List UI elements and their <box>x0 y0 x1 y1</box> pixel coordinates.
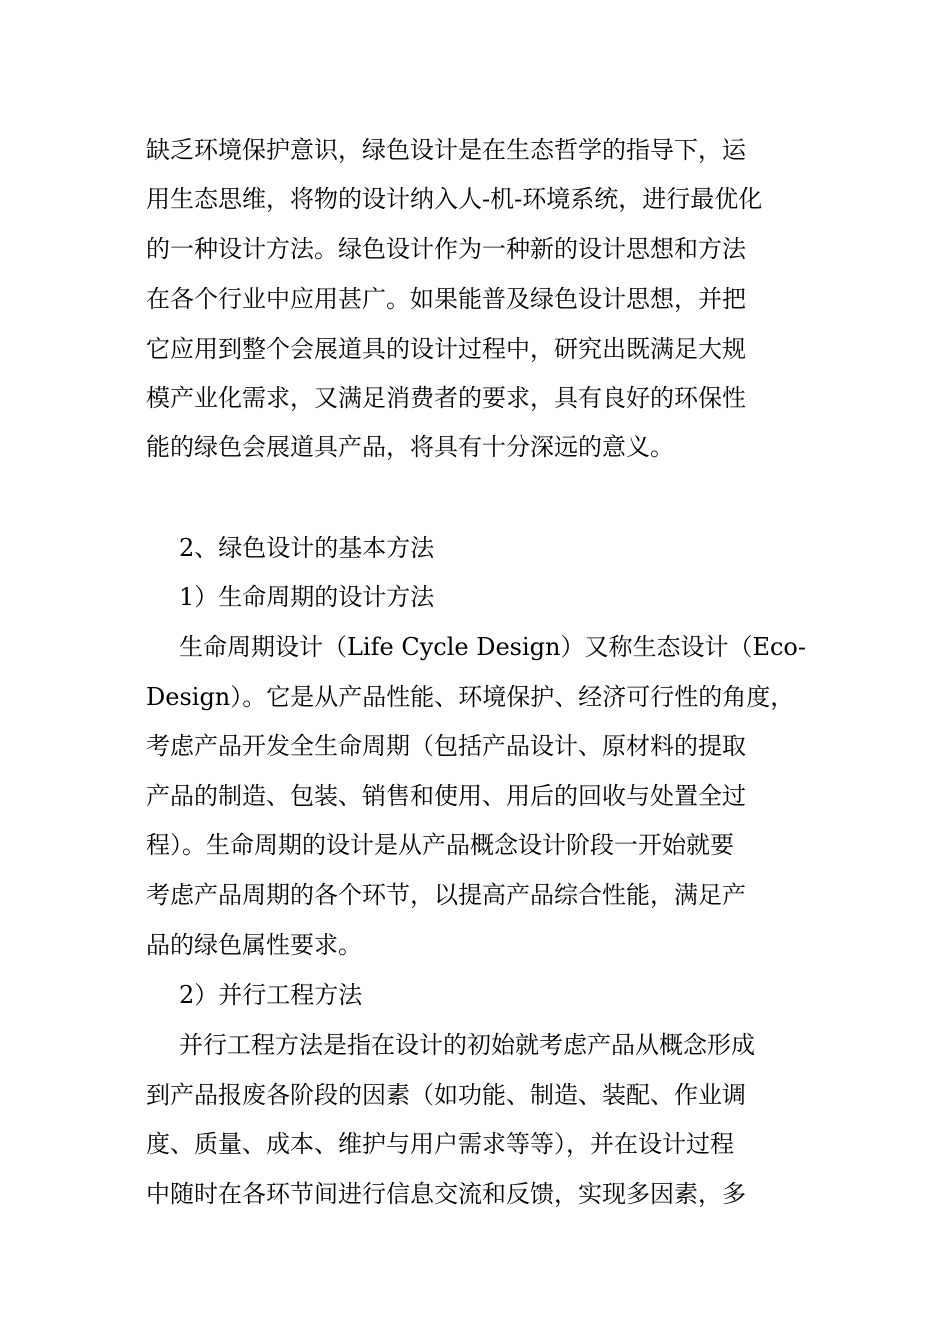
paragraph-line: 在各个行业中应用甚广。如果能普及绿色设计思想，并把 <box>146 285 746 313</box>
paragraph-line: 的一种设计方法。绿色设计作为一种新的设计思想和方法 <box>146 235 746 263</box>
paragraph-line: 到产品报废各阶段的因素（如功能、制造、装配、作业调 <box>146 1081 746 1109</box>
subsection-heading: 2）并行工程方法 <box>179 981 363 1009</box>
paragraph-line: 模产业化需求，又满足消费者的要求，具有良好的环保性 <box>146 384 746 412</box>
paragraph-line: Design）。它是从产品性能、环境保护、经济可行性的角度， <box>146 683 795 711</box>
paragraph-line: 用生态思维，将物的设计纳入人-机-环境系统，进行最优化 <box>146 185 763 213</box>
paragraph-line: 生命周期设计（Life Cycle Design）又称生态设计（Eco- <box>179 633 806 661</box>
paragraph-line: 度、质量、成本、维护与用户需求等等），并在设计过程 <box>146 1130 734 1158</box>
paragraph-line: 并行工程方法是指在设计的初始就考虑产品从概念形成 <box>179 1031 755 1059</box>
paragraph-line: 考虑产品周期的各个环节，以提高产品综合性能，满足产 <box>146 881 746 909</box>
paragraph-line: 它应用到整个会展道具的设计过程中，研究出既满足大规 <box>146 335 746 363</box>
paragraph-line: 能的绿色会展道具产品，将具有十分深远的意义。 <box>146 433 674 461</box>
paragraph-line: 中随时在各环节间进行信息交流和反馈，实现多因素，多 <box>146 1180 746 1208</box>
paragraph-line: 产品的制造、包装、销售和使用、用后的回收与处置全过 <box>146 782 746 810</box>
paragraph-line: 缺乏环境保护意识，绿色设计是在生态哲学的指导下，运 <box>146 136 746 164</box>
section-heading: 2、绿色设计的基本方法 <box>179 534 435 562</box>
paragraph-line: 品的绿色属性要求。 <box>146 931 362 959</box>
subsection-heading: 1）生命周期的设计方法 <box>179 583 435 611</box>
paragraph-line: 程）。生命周期的设计是从产品概念设计阶段一开始就要 <box>146 831 734 859</box>
paragraph-line: 考虑产品开发全生命周期（包括产品设计、原材料的提取 <box>146 732 746 760</box>
